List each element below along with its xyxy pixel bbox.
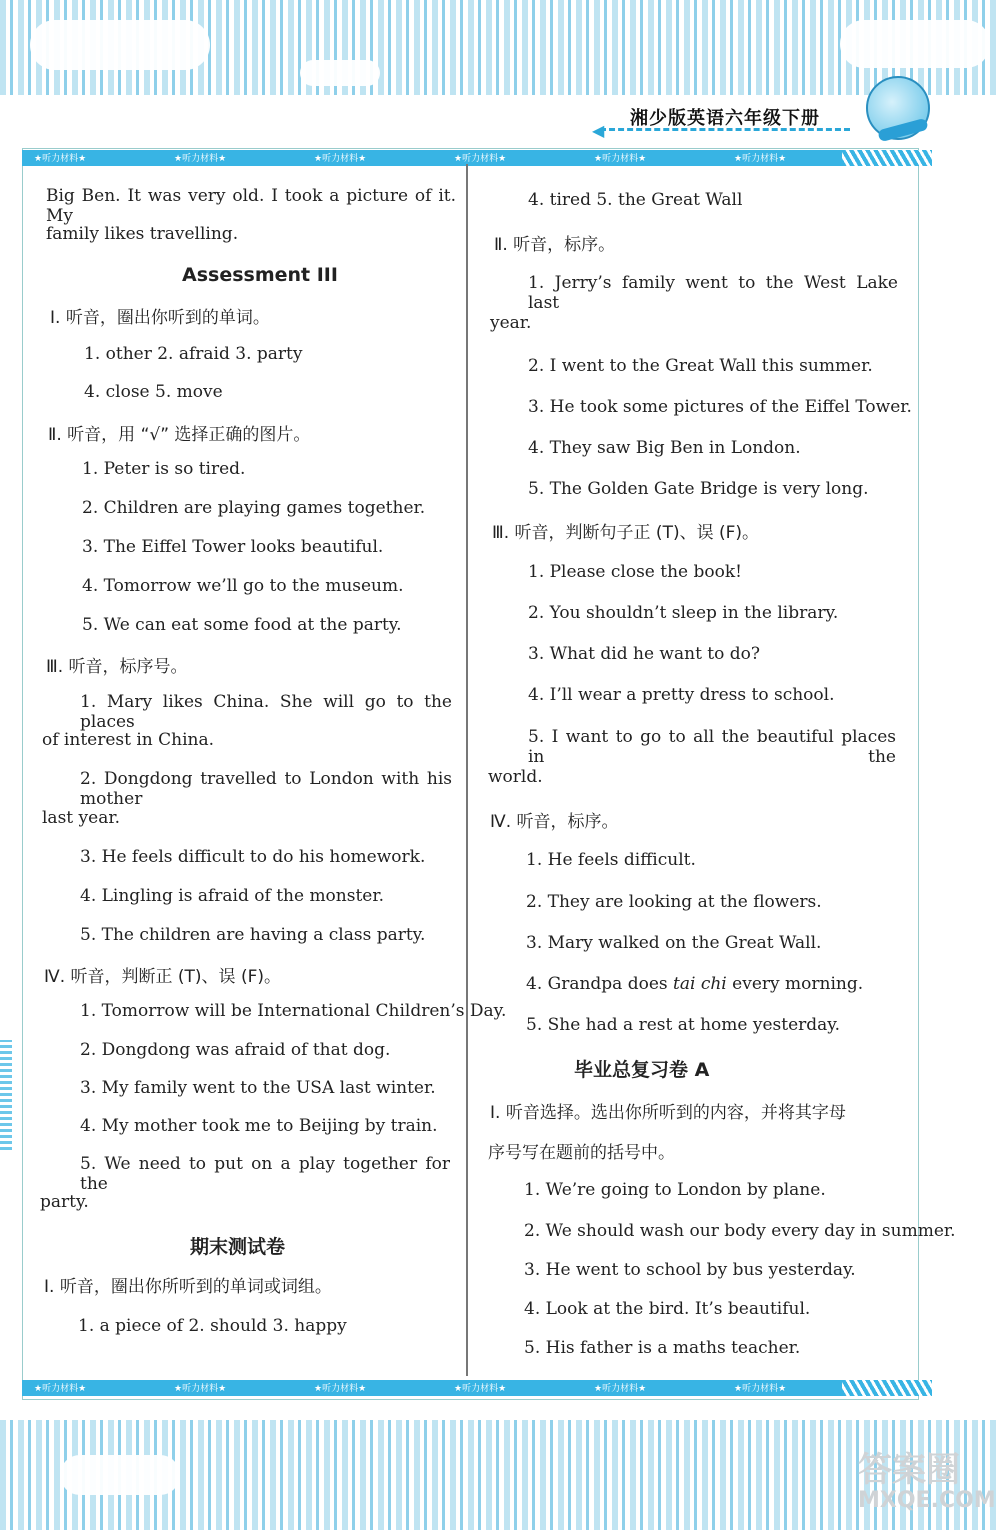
bottom-strip [22,1380,902,1396]
answer-line: 1. Please close the book! [528,562,742,582]
question-header: Ⅲ. 听音，判断句子正 (T)、误 (F)。 [492,523,760,543]
answer-line: 5. She had a rest at home yesterday. [526,1015,841,1035]
answer-line: 4. Tomorrow we’ll go to the museum. [82,576,404,596]
strip-label: ★听力材料★ [174,154,227,164]
answer-line: 2. Dongdong was afraid of that dog. [80,1040,391,1060]
answer-line: 5. The children are having a class party. [80,925,426,945]
column-divider [466,164,468,1376]
answer-line: 2. Dongdong travelled to London with his mother [80,769,452,809]
question-header: Ⅱ. 听音，用 “√” 选择正确的图片。 [48,425,311,445]
answer-line: year. [490,313,532,333]
answer-line: 1. Tomorrow will be International Children’s Day. [80,1001,507,1021]
text-line: family likes travelling. [46,224,239,244]
question-header: Ⅰ. 听音，圈出你所听到的单词或词组。 [44,1277,332,1297]
answer-line: 1. other 2. afraid 3. party [84,344,303,364]
answer-line: 5. I want to go to all the beautiful places in the [528,727,896,767]
answer-line: 1. Jerry’s family went to the West Lake last [528,273,898,313]
text-line: Big Ben. It was very old. I took a picture of it. My [46,186,456,226]
answer-line: 3. He went to school by bus yesterday. [524,1260,856,1280]
answer-line: world. [488,767,543,787]
answer-line: 4. close 5. move [84,382,223,402]
answer-line: 3. The Eiffel Tower looks beautiful. [82,537,384,557]
answer-line: 3. My family went to the USA last winter. [80,1078,436,1098]
watermark-url: MXQE.COM [858,1488,996,1513]
arrow-left-icon: ◀ [592,121,605,140]
answer-line: 2. You shouldn’t sleep in the library. [528,603,839,623]
question-header: Ⅳ. 听音，标序。 [490,812,619,832]
strip-label: ★听力材料★ [314,154,367,164]
strip-label: ★听力材料★ [594,154,647,164]
book-title: 湘少版英语六年级下册 [630,108,820,129]
answer-line: 5. His father is a maths teacher. [524,1338,801,1358]
answer-line: 3. He feels difficult to do his homework. [80,847,426,867]
strip-label: ★听力材料★ [34,154,87,164]
answer-line: 5. The Golden Gate Bridge is very long. [528,479,869,499]
cloud-decoration [60,1455,180,1495]
question-header: Ⅲ. 听音，标序号。 [46,657,188,677]
strip-hatch [842,150,932,166]
answer-line: 1. a piece of 2. should 3. happy [78,1316,347,1336]
answer-line: last year. [42,808,120,828]
strip-label: ★听力材料★ [174,1384,227,1394]
answer-line: 3. What did he want to do? [528,644,761,664]
strip-label: ★听力材料★ [594,1384,647,1394]
answer-line: 1. We’re going to London by plane. [524,1180,826,1200]
answer-line: 4. They saw Big Ben in London. [528,438,801,458]
question-header: Ⅰ. 听音选择。选出你所听到的内容，并将其字母 [490,1103,846,1123]
answer-text: 4. Grandpa does [526,974,674,994]
answer-line: 1. Mary likes China. She will go to the places [80,692,452,732]
answer-line: 4. tired 5. the Great Wall [528,190,743,210]
question-header: Ⅳ. 听音，判断正 (T)、误 (F)。 [44,967,281,987]
cloud-decoration [300,60,380,86]
answer-line: 2. They are looking at the flowers. [526,892,822,912]
top-strip [22,150,902,166]
answer-line: party. [40,1192,89,1212]
section-heading: Assessment III [182,264,338,286]
answer-line: of interest in China. [42,730,215,750]
answer-line: 3. He took some pictures of the Eiffel Tower. [528,397,912,417]
question-header: Ⅰ. 听音，圈出你听到的单词。 [50,308,270,328]
strip-label: ★听力材料★ [454,1384,507,1394]
answer-line: 4. Lingling is afraid of the monster. [80,886,385,906]
answer-line [526,974,863,994]
answer-text-italic: tai chi [673,974,727,994]
section-heading: 毕业总复习卷 A [574,1059,710,1081]
strip-hatch [842,1380,932,1396]
watermark-logo: 答案圈 [858,1450,960,1490]
answer-line: 1. Peter is so tired. [82,459,246,479]
answer-line: 4. Look at the bird. It’s beautiful. [524,1299,811,1319]
answer-line: 2. Children are playing games together. [82,498,426,518]
answer-line: 1. He feels difficult. [526,850,696,870]
answer-line: 2. We should wash our body every day in summer. [524,1221,956,1241]
answer-text: every morning. [726,974,864,994]
section-heading: 期末测试卷 [190,1236,286,1258]
question-header: Ⅱ. 听音，标序。 [494,235,616,255]
strip-label: ★听力材料★ [34,1384,87,1394]
question-header: 序号写在题前的括号中。 [488,1143,675,1163]
cloud-decoration [840,20,990,68]
answer-line: 4. My mother took me to Beijing by train. [80,1116,438,1136]
strip-label: ★听力材料★ [454,154,507,164]
answer-line: 4. I’ll wear a pretty dress to school. [528,685,835,705]
side-decoration [0,1040,12,1150]
strip-label: ★听力材料★ [734,154,787,164]
answer-line: 5. We need to put on a play together for the [80,1154,450,1194]
answer-line: 3. Mary walked on the Great Wall. [526,933,822,953]
strip-label: ★听力材料★ [314,1384,367,1394]
cloud-decoration [30,20,210,70]
answer-line: 5. We can eat some food at the party. [82,615,402,635]
strip-label: ★听力材料★ [734,1384,787,1394]
answer-line: 2. I went to the Great Wall this summer. [528,356,873,376]
